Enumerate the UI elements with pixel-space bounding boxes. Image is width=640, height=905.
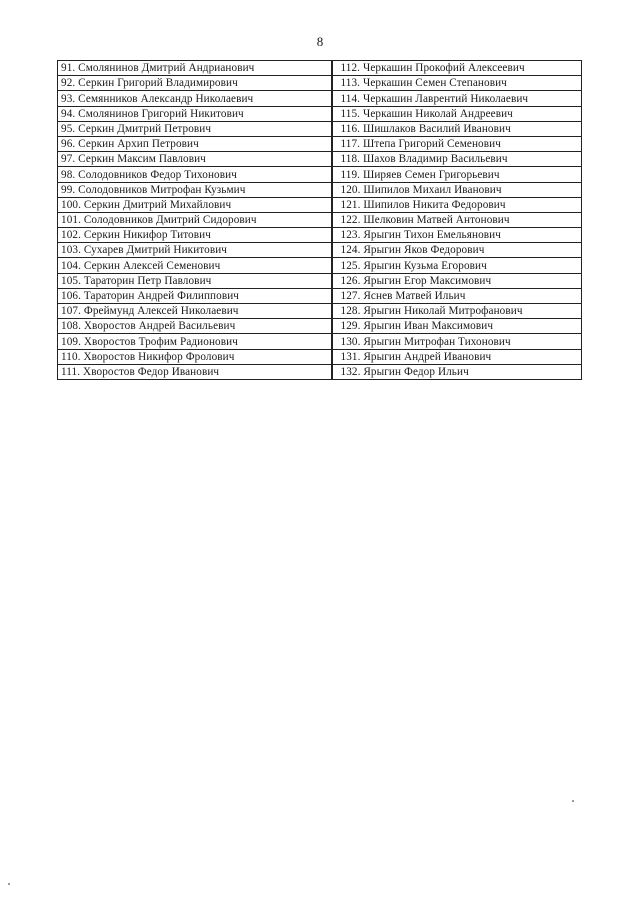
name-entry-left: 99. Солодовников Митрофан Кузьмич <box>58 182 332 197</box>
name-entry-left: 100. Серкин Дмитрий Михайлович <box>58 197 332 212</box>
name-entry-left: 95. Серкин Дмитрий Петрович <box>58 121 332 136</box>
name-entry-right: 122. Шелковин Матвей Антонович <box>332 212 582 227</box>
name-entry-right: 123. Ярыгин Тихон Емельянович <box>332 228 582 243</box>
name-entry-right: 129. Ярыгин Иван Максимович <box>332 319 582 334</box>
name-entry-left: 106. Тараторин Андрей Филиппович <box>58 288 332 303</box>
name-entry-right: 119. Ширяев Семен Григорьевич <box>332 167 582 182</box>
table-row <box>58 334 582 349</box>
name-entry-right: 117. Штепа Григорий Семенович <box>332 136 582 151</box>
name-entry-left: 104. Серкин Алексей Семенович <box>58 258 332 273</box>
name-entry-right: 116. Шишлаков Василий Иванович <box>332 121 582 136</box>
name-entry-right: 130. Ярыгин Митрофан Тихонович <box>332 334 582 349</box>
table-row <box>58 349 582 364</box>
name-entry-left: 107. Фреймунд Алексей Николаевич <box>58 304 332 319</box>
name-entry-left: 94. Смолянинов Григорий Никитович <box>58 106 332 121</box>
table-row <box>58 76 582 91</box>
table-row <box>58 91 582 106</box>
name-entry-right: 121. Шипилов Никита Федорович <box>332 197 582 212</box>
name-entry-right: 124. Ярыгин Яков Федорович <box>332 243 582 258</box>
name-entry-left: 105. Тараторин Петр Павлович <box>58 273 332 288</box>
table-row <box>58 197 582 212</box>
name-entry-right: 120. Шипилов Михаил Иванович <box>332 182 582 197</box>
names-table <box>57 60 582 380</box>
table-row <box>58 152 582 167</box>
name-entry-left: 91. Смолянинов Дмитрий Андрианович <box>58 61 332 76</box>
table-row <box>58 258 582 273</box>
table-row <box>58 364 582 379</box>
table-row <box>58 288 582 303</box>
name-entry-left: 109. Хворостов Трофим Радионович <box>58 334 332 349</box>
table-row <box>58 273 582 288</box>
name-entry-left: 97. Серкин Максим Павлович <box>58 152 332 167</box>
name-entry-right: 112. Черкашин Прокофий Алексеевич <box>332 61 582 76</box>
table-row <box>58 136 582 151</box>
name-entry-right: 132. Ярыгин Федор Ильич <box>332 364 582 379</box>
table-row <box>58 121 582 136</box>
table-row <box>58 212 582 227</box>
table-row <box>58 167 582 182</box>
names-table-body <box>58 61 582 380</box>
name-entry-right: 128. Ярыгин Николай Митрофанович <box>332 304 582 319</box>
name-entry-right: 115. Черкашин Николай Андреевич <box>332 106 582 121</box>
table-row <box>58 304 582 319</box>
name-entry-left: 101. Солодовников Дмитрий Сидорович <box>58 212 332 227</box>
name-entry-left: 102. Серкин Никифор Титович <box>58 228 332 243</box>
table-row <box>58 182 582 197</box>
table-row <box>58 228 582 243</box>
name-entry-left: 93. Семянников Александр Николаевич <box>58 91 332 106</box>
name-entry-right: 113. Черкашин Семен Степанович <box>332 76 582 91</box>
name-entry-left: 92. Серкин Григорий Владимирович <box>58 76 332 91</box>
name-entry-left: 110. Хворостов Никифор Фролович <box>58 349 332 364</box>
table-row <box>58 243 582 258</box>
name-entry-right: 118. Шахов Владимир Васильевич <box>332 152 582 167</box>
name-entry-right: 127. Яснев Матвей Ильич <box>332 288 582 303</box>
table-row <box>58 106 582 121</box>
name-entry-left: 103. Сухарев Дмитрий Никитович <box>58 243 332 258</box>
table-row <box>58 319 582 334</box>
table-row <box>58 61 582 76</box>
name-entry-left: 96. Серкин Архип Петрович <box>58 136 332 151</box>
name-entry-right: 114. Черкашин Лаврентий Николаевич <box>332 91 582 106</box>
name-entry-left: 98. Солодовников Федор Тихонович <box>58 167 332 182</box>
name-entry-right: 131. Ярыгин Андрей Иванович <box>332 349 582 364</box>
page-number: 8 <box>316 34 324 49</box>
name-entry-right: 125. Ярыгин Кузьма Егорович <box>332 258 582 273</box>
scan-speck <box>8 883 10 885</box>
name-entry-right: 126. Ярыгин Егор Максимович <box>332 273 582 288</box>
name-entry-left: 108. Хворостов Андрей Васильевич <box>58 319 332 334</box>
name-entry-left: 111. Хворостов Федор Иванович <box>58 364 332 379</box>
scan-speck <box>572 800 574 802</box>
